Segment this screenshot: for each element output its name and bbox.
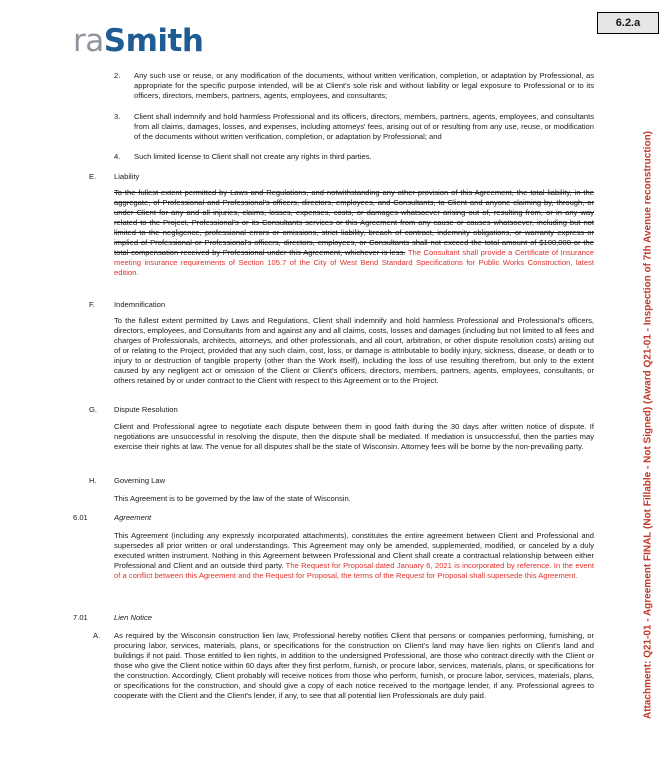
governing-law-text: This Agreement is to be governed by the law of the state of Wisconsin. <box>114 494 351 503</box>
section-letter: G. <box>89 405 98 414</box>
section-title: Indemnification <box>114 300 166 309</box>
liability-text <box>114 188 594 278</box>
indemnification-text: To the fullest extent permitted by Laws and Regulations, Client shall indemnify and hold harmless Professional and Professional's officers, directors, employees, and Consultants from and against any and all claims, costs, losses and damages (including but not limited to all fees and charges of Professionals, architects, attorneys, and other professionals, and all court, arbitration, or other dispute resolution costs) arising out of or relating to the Project, provided that any such claim, cost, loss, or damage is attributable to bodily injury, sickness, disease, or death or to injury to or destruction of tangible property (other than the Work itself), including the loss of use resulting therefrom, but only to the extent caused by any negligent act or omission of the Client or Client's officers, directors, members, partners, agents, employees, consultants, or others retained by or under contract to the Client with respect to this Agreement or to the Project. <box>114 316 594 385</box>
item-2-text: Any such use or reuse, or any modification of the documents, without written verification, completion, or adaptation by Professional, as appropriate for the specific purpose intended, will be at Client's sole risk and without liability or legal exposure to Professional or to its officers, directors, members, partners, agents, employees, and consultants; <box>134 71 594 100</box>
added-rfp-text: The Request for Proposal dated January 6, 2021 is incorporated by reference. In the event of a conflict between this Agreement and the Request for Proposal, the terms of the Request for Proposal shall supersede this Agreement. <box>114 561 594 580</box>
struck-liability-text: To the fullest extent permitted by Laws and Regulations, and notwithstanding any other provision of this Agreement, the total liability, in the aggregate, of Professional and Professional's officers, directors, employees, and Consultants, to Client and anyone claiming by, through, or under Client for any and all injuries, claims, losses, expenses, costs, or damages whatsoever arising out of, resulting from, or in any way related to the Project, Professional's or its Consultants services or this Agreement from any cause or causes whatsoever, including but not limited to the negligence, professional errors or omissions, strict liability, breach of contract, indemnity obligations, or warranty express or implied of Professional or Professional's officers, directors, employees, or Consultants shall not exceed the total amount of $100,000 or the total compensation received by Professional under this Agreement, whichever is less. <box>114 188 594 257</box>
page-tag: 6.2.a <box>597 12 659 34</box>
item-number: 4. <box>114 152 121 161</box>
added-insurance-text: The Consultant shall provide a Certificate of Insurance meeting insurance requirements of Section 105.7 of the City of West Bend Standard Specifications for Public Works Construction, latest edition. <box>114 248 594 277</box>
agreement-text: This Agreement (including any expressly incorporated attachments), constitutes the entire agreement between Client and Professional and supersedes all prior written or oral understandings. This Agreement may only be amended, supplemented, modified, or canceled by a duly executed written instrument. Nothing in this Agreement between Professional and Client shall create a contractual relationship between either Professional and Client and an outside third party. The Request for Proposal dated January 6, 2021 is incorporated by reference. In the event of a conflict between this Agreement and the Request for Proposal, the terms of the Request for Proposal shall supersede this Agreement. <box>114 531 594 580</box>
section-title: Governing Law <box>114 476 166 485</box>
section-title: Lien Notice <box>114 613 152 622</box>
section-letter: F. <box>89 300 95 309</box>
section-title: Agreement <box>114 513 152 522</box>
item-number: 2. <box>114 71 121 80</box>
rasmith-logo: raSmith <box>73 23 204 59</box>
item-number: 3. <box>114 112 121 121</box>
section-title: Liability <box>114 172 140 181</box>
section-letter: E. <box>89 172 97 181</box>
section-letter: H. <box>89 476 97 485</box>
lien-notice-text: As required by the Wisconsin construction lien law, Professional hereby notifies Client that persons or companies performing, furnishing, or procuring labor, services, materials, plans, or specifications for the construction on Client's land may have lien rights on Client's land and buildings if not paid. Those entitled to lien rights, in addition to the undersigned Professional, are those who contract directly with the Client or those who give the Client notice within 60 days after they first perform, furnish, or procure labor, services, materials, plans, or specifications for the construction. Accordingly, Client probably will receive notices from those who perform, furnish, or procure labor, services, materials, plans, or specifications for the construction, and should give a copy of each notice received to the mortgage lender, if any. Professional agrees to cooperate with the Client and the Client's lender, if any, to see that all potential lien Professionals are duly paid. <box>114 631 594 700</box>
item-3-text: Client shall indemnify and hold harmless Professional and its officers, directors, members, partners, agents, employees, and consultants from all claims, damages, losses, and expenses, including attorneys' fees, arising out of or resulting from any use, reuse, or modification of the documents without written verification, completion, or adaptation by Professional; and <box>134 112 594 141</box>
dispute-text: Client and Professional agree to negotiate each dispute between them in good faith during the 30 days after written notice of dispute. If negotiations are unsuccessful in resolving the dispute, then the dispute shall be mediated. If mediation is unsuccessful, then the parties may exercise their rights at law. The venue for all disputes shall be the state of Wisconsin. Attorney fees will be borne by the non-prevailing party. <box>114 422 594 451</box>
section-letter: A. <box>93 631 101 640</box>
side-attachment-label: Attachment: Q21-01 - Agreement FINAL (Not Fillable - Not Signed) (Award Q21-01 - Inspection of 7th Avenue reconstruction) <box>642 130 654 720</box>
section-number: 6.01 <box>73 513 88 522</box>
section-title: Dispute Resolution <box>114 405 178 414</box>
item-4-text: Such limited license to Client shall not create any rights in third parties. <box>134 152 372 161</box>
section-number: 7.01 <box>73 613 88 622</box>
